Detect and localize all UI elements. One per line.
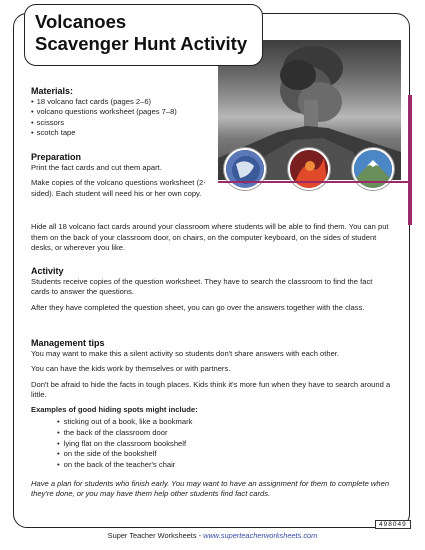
materials-item: • 18 volcano fact cards (pages 2–6) (31, 97, 211, 108)
page-footer (0, 531, 425, 540)
snowy-mountain-thumbnail (352, 148, 394, 190)
tips-section (31, 338, 393, 500)
footer-url-link[interactable]: www.superteacherworksheets.com (203, 531, 318, 540)
title-box (24, 4, 263, 66)
accent-rule (218, 181, 412, 183)
footer-separator: - (196, 531, 204, 540)
activity-heading: Activity (31, 266, 64, 276)
hiding-paragraph (31, 222, 393, 254)
volcano-globe-thumbnail (224, 148, 266, 190)
page-title-line2: Scavenger Hunt Activity (35, 33, 248, 54)
hiding-spot-item: • on the back of the teacher's chair (57, 460, 393, 471)
tips-paragraph: You may want to make this a silent activity so students don't share answers with each other. (31, 348, 340, 358)
preparation-paragraph: Print the fact cards and cut them apart. (31, 162, 162, 172)
hiding-spot-item: • the back of the classroom door (57, 428, 393, 439)
tips-paragraph: You can have the kids work by themselves or with partners. (31, 364, 231, 373)
hiding-spot-item: • lying flat on the classroom bookshelf (57, 439, 393, 450)
hiding-spot-item: • sticking out of a book, like a bookmark (57, 417, 393, 428)
lava-flow-thumbnail (288, 148, 330, 190)
preparation-paragraph: Make copies of the volcano questions worksheet (2-sided). Each student will need his or her own copy. (31, 178, 206, 198)
tips-heading: Management tips (31, 338, 105, 348)
materials-item: • volcano questions worksheet (pages 7–8) (31, 107, 211, 118)
preparation-section (31, 152, 211, 199)
page-title-line1: Volcanoes (35, 11, 127, 32)
activity-section (31, 266, 393, 313)
materials-item: • scotch tape (31, 128, 211, 139)
preparation-paragraph: Hide all 18 volcano fact cards around your classroom where students will be able to find them. You can put them on the back of your classroom door, on chairs, on the computer keyboard, on the sides of student desks, or wherever you like. (31, 222, 389, 252)
closing-note: Have a plan for students who finish early. You may want to have an assignment for them to complete when they're done, or you may have them help other students find fact cards. (31, 478, 390, 499)
tips-paragraph: Don't be afraid to hide the facts in tough places. Kids think it's more fun when they have to search around a little. (31, 379, 391, 399)
materials-section (31, 86, 211, 139)
activity-paragraph: After they have completed the question sheet, you can go over the answers together with the class. (31, 302, 365, 312)
footer-brand: Super Teacher Worksheets (107, 531, 197, 540)
worksheet-code: 498049 (375, 520, 411, 529)
accent-bar (408, 95, 412, 225)
materials-item: • scissors (31, 118, 211, 129)
preparation-heading: Preparation (31, 152, 82, 162)
activity-paragraph: Students receive copies of the question worksheet. They have to search the classroom to find the fact cards to answer the questions. (31, 276, 373, 296)
examples-heading: Examples of good hiding spots might include: (31, 404, 198, 414)
materials-heading: Materials: (31, 86, 74, 96)
hiding-spot-item: • on the side of the bookshelf (57, 449, 393, 460)
